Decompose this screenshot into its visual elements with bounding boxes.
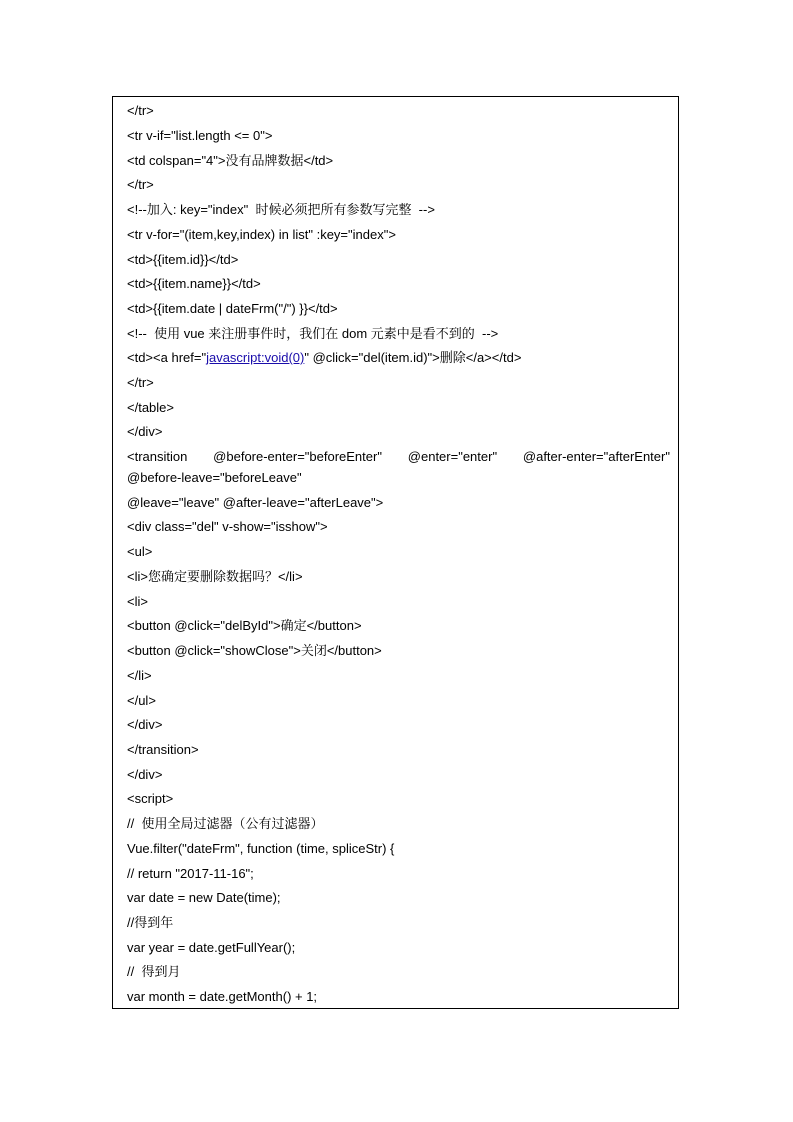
code-line: var year = date.getFullYear();	[127, 940, 296, 955]
javascript-void-link[interactable]: javascript:void(0)	[206, 350, 305, 365]
code-line: </div>	[127, 767, 163, 782]
anchor-suffix: " @click="del(item.id)">删除</a></td>	[304, 350, 522, 365]
code-line-transition	[127, 449, 670, 465]
code-line: <tr v-if="list.length <= 0">	[127, 128, 273, 143]
code-comment-line: <!-- 使用 vue 来注册事件时，我们在 dom 元素中是看不到的 -->	[127, 326, 499, 341]
code-line: <tr v-for="(item,key,index) in list" :key="index">	[127, 227, 396, 242]
code-line: <td>{{item.name}}</td>	[127, 276, 261, 291]
transition-part: <transition	[127, 449, 188, 464]
code-box	[112, 96, 679, 1009]
code-line: </ul>	[127, 693, 156, 708]
code-line: <button @click="delById">确定</button>	[127, 618, 362, 633]
code-line: var month = date.getMonth() + 1;	[127, 989, 318, 1004]
code-line: @leave="leave" @after-leave="afterLeave">	[127, 495, 384, 510]
code-line: </li>	[127, 668, 152, 683]
code-comment-line: // return "2017-11-16";	[127, 866, 254, 881]
code-line: </tr>	[127, 375, 154, 390]
transition-part: @after-enter="afterEnter"	[522, 449, 670, 464]
code-line: <li>您确定要删除数据吗？</li>	[127, 569, 303, 584]
anchor-prefix: <td><a href="	[127, 350, 207, 365]
code-line: <ul>	[127, 544, 153, 559]
transition-part: @enter="enter"	[407, 449, 498, 464]
code-comment-line: //得到年	[127, 915, 174, 930]
transition-part: @before-enter="beforeEnter"	[213, 449, 382, 464]
code-line: </tr>	[127, 177, 154, 192]
code-line: <div class="del" v-show="isshow">	[127, 519, 328, 534]
code-line: </transition>	[127, 742, 199, 757]
code-line: </div>	[127, 424, 163, 439]
code-line: </tr>	[127, 103, 154, 118]
code-comment-line: // 使用全局过滤器（公有过滤器）	[127, 816, 324, 831]
code-line: </div>	[127, 717, 163, 732]
code-comment-line: // 得到月	[127, 964, 181, 979]
code-line: </table>	[127, 400, 174, 415]
code-line: <td>{{item.id}}</td>	[127, 252, 239, 267]
code-line: <button @click="showClose">关闭</button>	[127, 643, 382, 658]
code-line: @before-leave="beforeLeave"	[127, 470, 302, 485]
code-line: var date = new Date(time);	[127, 890, 281, 905]
code-line: <td>{{item.date | dateFrm("/") }}</td>	[127, 301, 338, 316]
code-line: Vue.filter("dateFrm", function (time, spliceStr) {	[127, 841, 395, 856]
code-line: <li>	[127, 594, 148, 609]
code-line-anchor	[127, 350, 670, 366]
code-line: <script>	[127, 791, 174, 806]
code-line: <td colspan="4">没有品牌数据</td>	[127, 153, 334, 168]
code-comment-line: <!--加入: key="index" 时候必须把所有参数写完整 -->	[127, 202, 435, 217]
